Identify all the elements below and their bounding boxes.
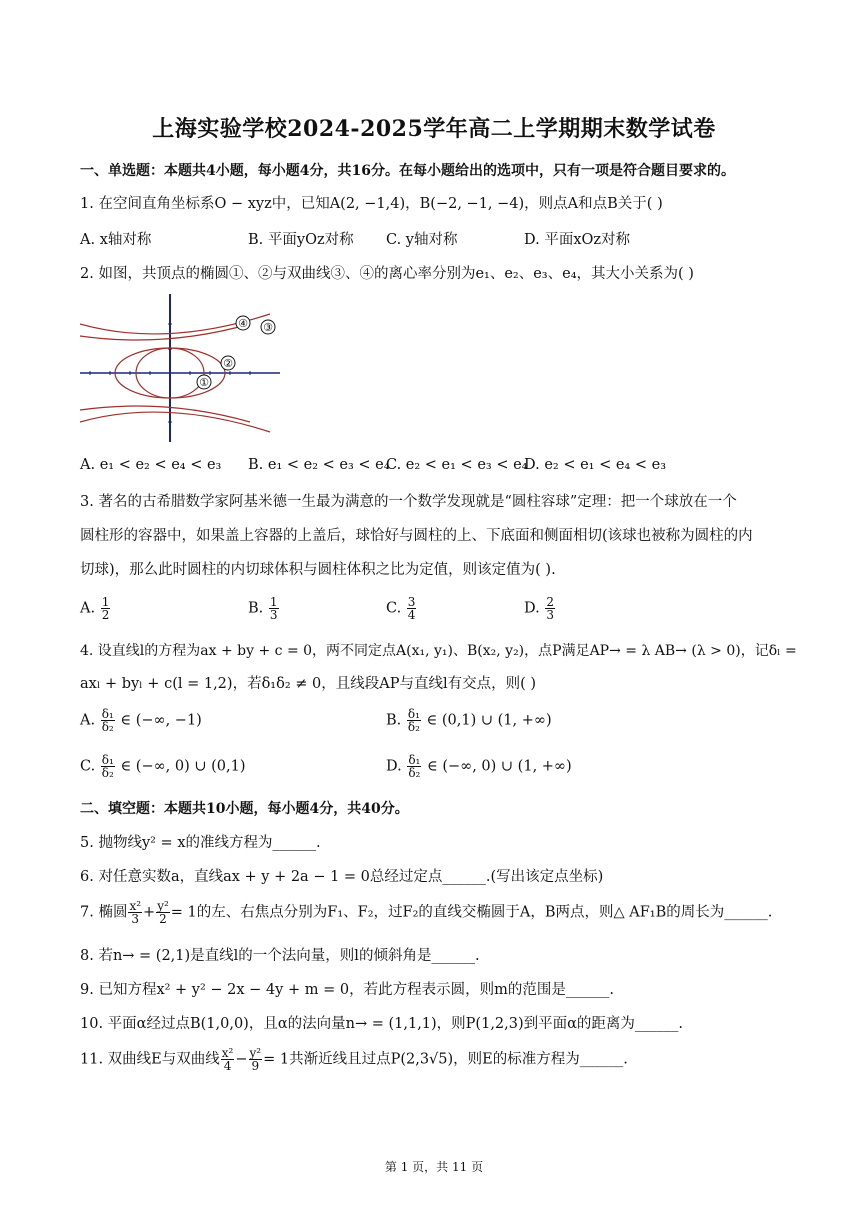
q1-option-a: A. x轴对称 (80, 232, 152, 248)
q1-option-c: C. y轴对称 (386, 232, 458, 248)
label-3: ③ (263, 321, 273, 334)
question-3-line-2: 圆柱形的容器中，如果盖上容器的上盖后，球恰好与圆柱的上、下底面和侧面相切(该球也被称为圆柱的内 (80, 528, 753, 544)
label-4: ④ (238, 317, 248, 330)
question-8: 8. 若n→ = (2,1)是直线l的一个法向量，则l的倾斜角是______. (80, 948, 480, 964)
question-9: 9. 已知方程x² + y² − 2x − 4y + m = 0，若此方程表示圆，则m的范围是______. (80, 982, 614, 998)
q3-option-c: C. $\frac{3}{4}$ (386, 595, 416, 622)
q4-option-b: B. $\frac{\text{δ₁}}{\text{δ₂}}$ ∈ (0,1) ∪ (1, +∞) (386, 707, 552, 734)
q3-option-d: D. $\frac{2}{3}$ (524, 595, 554, 622)
question-3-line-1: 3. 著名的古希腊数学家阿基米德一生最为满意的一个数学发现就是“圆柱容球”定理：把一个球放在一个 (80, 494, 737, 510)
q4-option-a: A. $\frac{\text{δ₁}}{\text{δ₂}}$ ∈ (−∞, −1) (80, 707, 202, 734)
question-7: 7. 椭圆 $\frac{\text{x²}}{3}$ + $\frac{\text{y²}}{2}$ = 1的左、右焦点分别为F₁、F₂，过F₂的直线交椭圆于A，B两点，则△ AF₁B的周长为______. (80, 899, 773, 926)
q2-option-a: A. e₁ < e₂ < e₄ < e₃ (80, 457, 222, 473)
q3-option-a: A. $\frac{1}{2}$ (80, 595, 110, 622)
conic-figure (80, 294, 280, 444)
q2-option-b: B. e₁ < e₂ < e₃ < e₄ (248, 457, 390, 473)
page-title: 上海实验学校2024-2025学年高二上学期期末数学试卷 (152, 116, 716, 142)
q2-option-d: D. e₂ < e₁ < e₄ < e₃ (524, 457, 667, 473)
question-1-stem: 1. 在空间直角坐标系O − xyz中，已知A(2, −1,4)，B(−2, −1, −4)，则点A和点B关于( ) (80, 196, 663, 212)
q1-option-d: D. 平面xOz对称 (524, 232, 631, 248)
q4-option-c: C. $\frac{\text{δ₁}}{\text{δ₂}}$ ∈ (−∞, 0) ∪ (0,1) (80, 753, 246, 780)
q4-option-d: D. $\frac{\text{δ₁}}{\text{δ₂}}$ ∈ (−∞, 0) ∪ (1, +∞) (386, 753, 572, 780)
question-3-line-3: 切球)，那么此时圆柱的内切球体积与圆柱体积之比为定值，则该定值为( ). (80, 562, 556, 578)
label-2: ② (223, 357, 233, 370)
section-heading-single-choice: 一、单选题：本题共4小题，每小题4分，共16分。在每小题给出的选项中，只有一项是符合题目要求的。 (80, 163, 735, 179)
question-10: 10. 平面α经过点B(1,0,0)，且α的法向量n→ = (1,1,1)，则P(1,2,3)到平面α的距离为______. (80, 1016, 684, 1032)
question-5: 5. 抛物线y² = x的准线方程为______. (80, 835, 321, 851)
q2-option-c: C. e₂ < e₁ < e₃ < e₄ (386, 457, 528, 473)
section-heading-fill-in: 二、填空题：本题共10小题，每小题4分，共40分。 (80, 801, 409, 817)
label-1: ① (199, 376, 209, 389)
q3-option-b: B. $\frac{1}{3}$ (248, 595, 278, 622)
page-footer: 第 1 页，共 11 页 (384, 1160, 484, 1174)
q1-option-b: B. 平面yOz对称 (248, 232, 354, 248)
question-4-line-2: axₗ + byₗ + c(l = 1,2)，若δ₁δ₂ ≠ 0，且线段AP与直线l有交点，则( ) (80, 676, 537, 692)
question-4-line-1: 4. 设直线l的方程为ax + by + c = 0，两不同定点A(x₁, y₁)、B(x₂, y₂)，点P满足AP→ = λ AB→ (λ > 0)，记δₗ = (80, 643, 797, 659)
question-11: 11. 双曲线E与双曲线 $\frac{\text{x²}}{4}$ − $\frac{\text{y²}}{9}$ = 1共渐近线且过点P(2,3√5)，则E的标准方程为______. (80, 1046, 628, 1073)
question-2-stem: 2. 如图，共顶点的椭圆①、②与双曲线③、④的离心率分别为e₁、e₂、e₃、e₄，其大小关系为( ) (80, 266, 694, 282)
question-6: 6. 对任意实数a，直线ax + y + 2a − 1 = 0总经过定点______.(写出该定点坐标) (80, 869, 604, 885)
hyperbola-3-lower (80, 412, 270, 432)
